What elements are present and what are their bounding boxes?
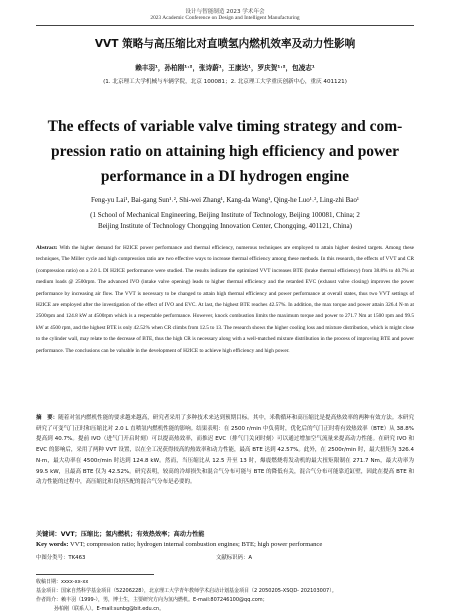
english-affiliation-line-2: Beijing Institute of Technology Chongqing Innovation Center, Chongqing, 401121, China)	[98, 222, 352, 230]
chinese-abstract-label: 摘 要：	[36, 415, 59, 421]
english-authors: Feng-yu Lai¹, Bai-gang Sun¹˒², Shi-wei Zhang¹, Kang-da Wang¹, Qing-he Luo¹˒², Ling-zhi Bao¹	[90, 196, 360, 204]
chinese-title: VVT 策略与高压缩比对直喷氢内燃机效率及动力性影响	[94, 38, 356, 50]
footnote-corresponding: 孙柏刚（联系人）。E-mail:sunbg@bit.edu.cn。	[54, 606, 165, 612]
english-abstract-label: Abstract:	[36, 245, 58, 251]
chinese-keywords	[36, 529, 414, 538]
classification-line	[36, 553, 414, 561]
english-abstract	[36, 243, 414, 357]
chinese-abstract	[36, 413, 414, 488]
english-title-line-3: performance in a DI hydrogen engine	[100, 168, 350, 185]
chinese-keywords-text: VVT；压缩比；氢内燃机；有效热效率；高动力性能	[60, 531, 205, 538]
english-title-line-2: pression ratio on attaining high efficiency and power	[50, 143, 400, 160]
english-abstract-text: With the higher demand for H2ICE power performance and thermal efficiency, numerous techniques are employed to attain higher desired targets. Among these techniques, The Miller cycle and high compression ratio are two effective ways to increase thermal efficiency among these methods. In this research, the effects of VVT and CR (compression ratio) on a 2.0 L DI H2ICE performance were studied. The results indicate the optimized VVT increases BTE (brake thermal efficiency) from 38.8% to 40.7% at medium loads @ 2500rpm. The advanced IVO (intake valve opening) leads to higher thermal efficiency and the retarded EVC (exhaust valve closing) improves the power performance by increasing air flow. The VVT is necessary to be changed to attain high thermal efficiency and power performance at overall states, thus two VVT settings of H2ICE are employed after the investigation of the effect of IVO and EVC. At last, the highest BTE reaches 42.57%. In addition, the max torque and power attain 326.4 N·m at 2500rpm and 124.8 kW at 4500rpm which is a respectable performance. However, knock combustion limits the maximum torque and power to 271.7 Nm at 1500 rpm and 99.5 kW at 4500 rpm, and the highest BTE is only 42.52% when CR climbs from 12.5 to 13. The research shows the higher cooling loss and mixture distribution, which is might close to the cylinder wall, may relate to the decrease of BTE, thus the high CR is necessary along with a well-matched mixture distribution in the process of improving BTE and power performance. The conclusions can be valuable in the development of H2ICE to achieve high efficiency and high power.	[36, 245, 414, 354]
english-keywords-label: Key words:	[36, 541, 69, 548]
english-affiliation-line-1: (1 School of Mechanical Engineering, Beijing Institute of Technology, Beijing 100081, China; 2	[90, 211, 360, 219]
chinese-authors: 赖丰羽¹，孙柏刚¹˒²，张诗蔚¹，王康达¹，罗庆贺¹˒²，包凌志¹	[135, 64, 315, 72]
document-code: 文献标识码：A	[216, 555, 253, 561]
running-header-cn: 设计与智能制造 2023 学术年会	[185, 9, 265, 15]
english-keywords-text: VVT; compression ratio; hydrogen internal combustion engines; BTE; high power performance	[69, 541, 323, 548]
chinese-affiliation: (1. 北京理工大学机械与车辆学院，北京 100081；2. 北京理工大学重庆创新中心，重庆 401121)	[103, 79, 347, 85]
footnote-rule	[36, 574, 154, 575]
chinese-keywords-label: 关键词：	[36, 531, 61, 538]
english-title-line-1: The effects of variable valve timing strategy and com-	[47, 118, 403, 135]
footnote-author-info: 作者简介：赖丰羽（1999-），男，博士生，主要研究方向为氢内燃机。E-mail:807246100@qq.com；	[36, 597, 268, 603]
running-header-en: 2023 Academic Conference on Design and Intelligent Manufacturing	[150, 15, 300, 21]
chinese-abstract-text: 随着对氢内燃机性能的要求越来越高，研究者采用了多种技术来达到预期目标。其中，米勒循环和高压缩比是提高热效率的两种有效方法。本研究研究了可变气门正时和压缩比对 2.0 L 直喷氢内燃机性能的影响。结果表明：在 2500 r/min 中负荷时，优化后的气门正时将有效热效率（BTE）从 38.8%提高到 40.7%。提前 IVO（进气门开启时刻）可以提高热效率，而推迟 EVC（排气门关闭时刻）可以通过增加空气流量来提高动力性能。在研究 IVO 和 EVC 的影响后，采用了两种 VVT 设置，以在全工况获得较高的热效率和动力性能，最高 BTE 达到 42.57%。此外，在 2500r/min 时，最大扭矩为 326.4 N·m，最大功率在 4500r/min 时达到 124.8 kW。然而，当压缩比从 12.5 升至 13 时，爆震燃烧将发动机的最大扭矩限制在 271.7 Nm，最大功率为 99.5 kW，且最高 BTE 仅为 42.52%。研究表明，较高的冷却损失和混合气分布可能与 BTE 的降低有关，混合气分布可能靠近缸壁，因此在提高 BTE 和动力性能的过程中，高压缩比和良好匹配的混合气分布是必要的。	[36, 415, 414, 486]
clc-number: 中图分类号：TK463	[36, 555, 86, 561]
english-keywords	[36, 541, 414, 548]
footnote-received: 收稿日期：xxxx-xx-xx	[36, 579, 89, 585]
footnote-funding: 基金项目：国家自然科学基金项目（52206228），北京理工大学青年教师学术启动计划基金项目（2 2050205-XSQD- 202103007）。	[36, 588, 337, 594]
header-rule	[36, 25, 414, 26]
